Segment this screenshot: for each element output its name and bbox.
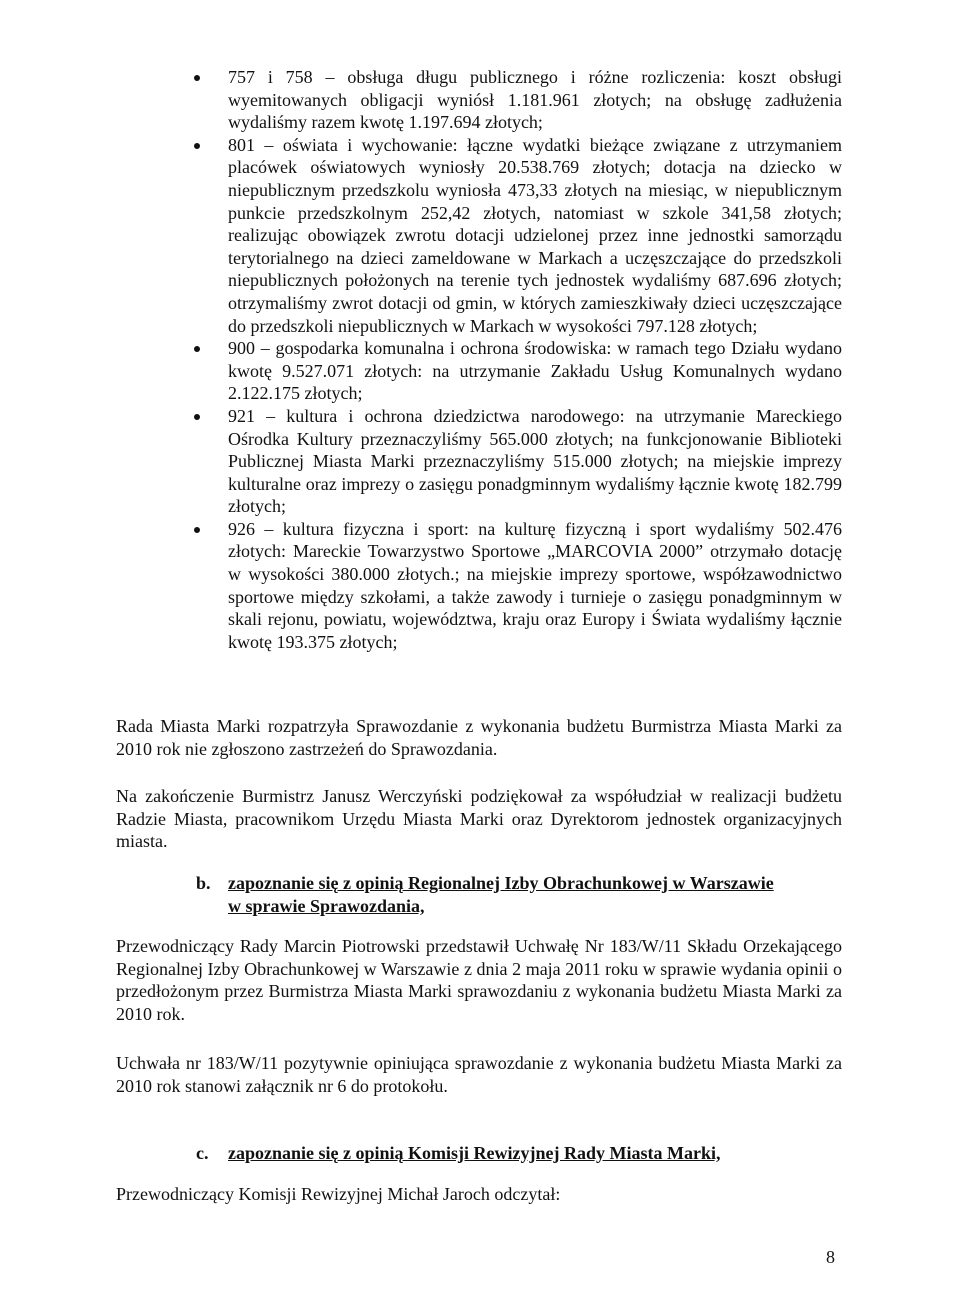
section-b-title-line2: w sprawie Sprawozdania, (228, 895, 425, 916)
bullet-item-900: 900 – gospodarka komunalna i ochrona środowiska: w ramach tego Działu wydano kwotę 9.527.071 złotych: na utrzymanie Zakładu Usług Komunalnych wydano 2.122.175 złotych; (228, 338, 842, 404)
budget-bullet-list (228, 66, 842, 653)
section-b-letter: b. (196, 873, 211, 893)
bullet-item-757-758: 757 i 758 – obsługa długu publicznego i różne rozliczenia: koszt obsługi wyemitowanych obligacji wyniósł 1.181.961 złotych; na obsługę zadłużenia wydaliśmy razem kwotę 1.197.694 złotych; (228, 67, 842, 133)
paragraph-uchwala: Uchwała nr 183/W/11 pozytywnie opiniująca sprawozdanie z wykonania budżetu Miasta Marki za 2010 rok stanowi załącznik nr 6 do protokołu. (116, 1053, 842, 1096)
bullet-item-921: 921 – kultura i ochrona dziedzictwa narodowego: na utrzymanie Mareckiego Ośrodka Kultury przeznaczyliśmy 565.000 złotych; na funkcjonowanie Biblioteki Publicznej Miasta Marki przeznaczyliśmy 515.000 złotych; na miejskie imprezy kulturalne oraz imprezy o zasięgu ponadgminnym wydaliśmy łącznie kwotę 182.799 złotych; (228, 405, 842, 517)
page-number: 8 (826, 1247, 835, 1267)
section-c-title: zapoznanie się z opinią Komisji Rewizyjnej Rady Miasta Marki, (228, 1143, 721, 1163)
paragraph-burmistrz-thanks: Na zakończenie Burmistrz Janusz Werczyński podziękował za współudział w realizacji budżetu Radzie Miasta, pracownikom Urzędu Miasta Marki oraz Dyrektorom jednostek organizacyjnych miasta. (116, 786, 842, 852)
section-b-title-line1: zapoznanie się z opinią Regionalnej Izby Obrachunkowej w Warszawie (228, 873, 774, 893)
paragraph-rada-miasta: Rada Miasta Marki rozpatrzyła Sprawozdanie z wykonania budżetu Burmistrza Miasta Marki za 2010 rok nie zgłoszono zastrzeżeń do Sprawozdania. (116, 716, 842, 759)
bullet-item-926: 926 – kultura fizyczna i sport: na kulturę fizyczną i sport wydaliśmy 502.476 złotych: Mareckie Towarzystwo Sportowe „MARCOVIA 2000” otrzymało dotację w wysokości 380.000 złotych.; na miejskie imprezy sportowe, współzawodnictwo sportowe między szkołami, a także zawody i turnieje o zasięgu ponadgminnym w skali rejonu, powiatu, województwa, kraju oraz Europy i Świata wydaliśmy łącznie kwotę 193.375 złotych; (228, 518, 842, 652)
paragraph-przewodniczacy-rady: Przewodniczący Rady Marcin Piotrowski przedstawił Uchwałę Nr 183/W/11 Składu Orzekającego Regionalnej Izby Obrachunkowej w Warszawie z dnia 2 maja 2011 roku w sprawie wydania opinii o przedłożonym przez Burmistrza Miasta Marki sprawozdaniu z wykonania budżetu Miasta Marki za 2010 rok. (116, 936, 842, 1024)
section-c-letter: c. (196, 1143, 209, 1163)
paragraph-przewodniczacy-komisji: Przewodniczący Komisji Rewizyjnej Michał Jaroch odczytał: (116, 1184, 561, 1204)
section-b-heading (196, 872, 846, 917)
bullet-item-801: 801 – oświata i wychowanie: łączne wydatki bieżące związane z utrzymaniem placówek oświatowych wyniosły 20.538.769 złotych; dotacja na dziecko w niepublicznym przedszkolu wyniosła 473,33 złotych na miesiąc, w niepublicznym punkcie przedszkolnym 252,42 złotych, natomiast w szkole 341,58 złotych; realizując obowiązek zwrotu dotacji udzielonej przez inne jednostki samorządu terytorialnego na dzieci zameldowane w Markach a uczęszczające do przedszkoli niepublicznych położonych na terenie tych jednostek wydaliśmy 687.696 złotych; otrzymaliśmy zwrot dotacji od gmin, w których zamieszkiwały dzieci uczęszczające do przedszkoli niepublicznych w Markach w wysokości 797.128 złotych; (228, 134, 842, 336)
section-c-heading (196, 1142, 846, 1165)
